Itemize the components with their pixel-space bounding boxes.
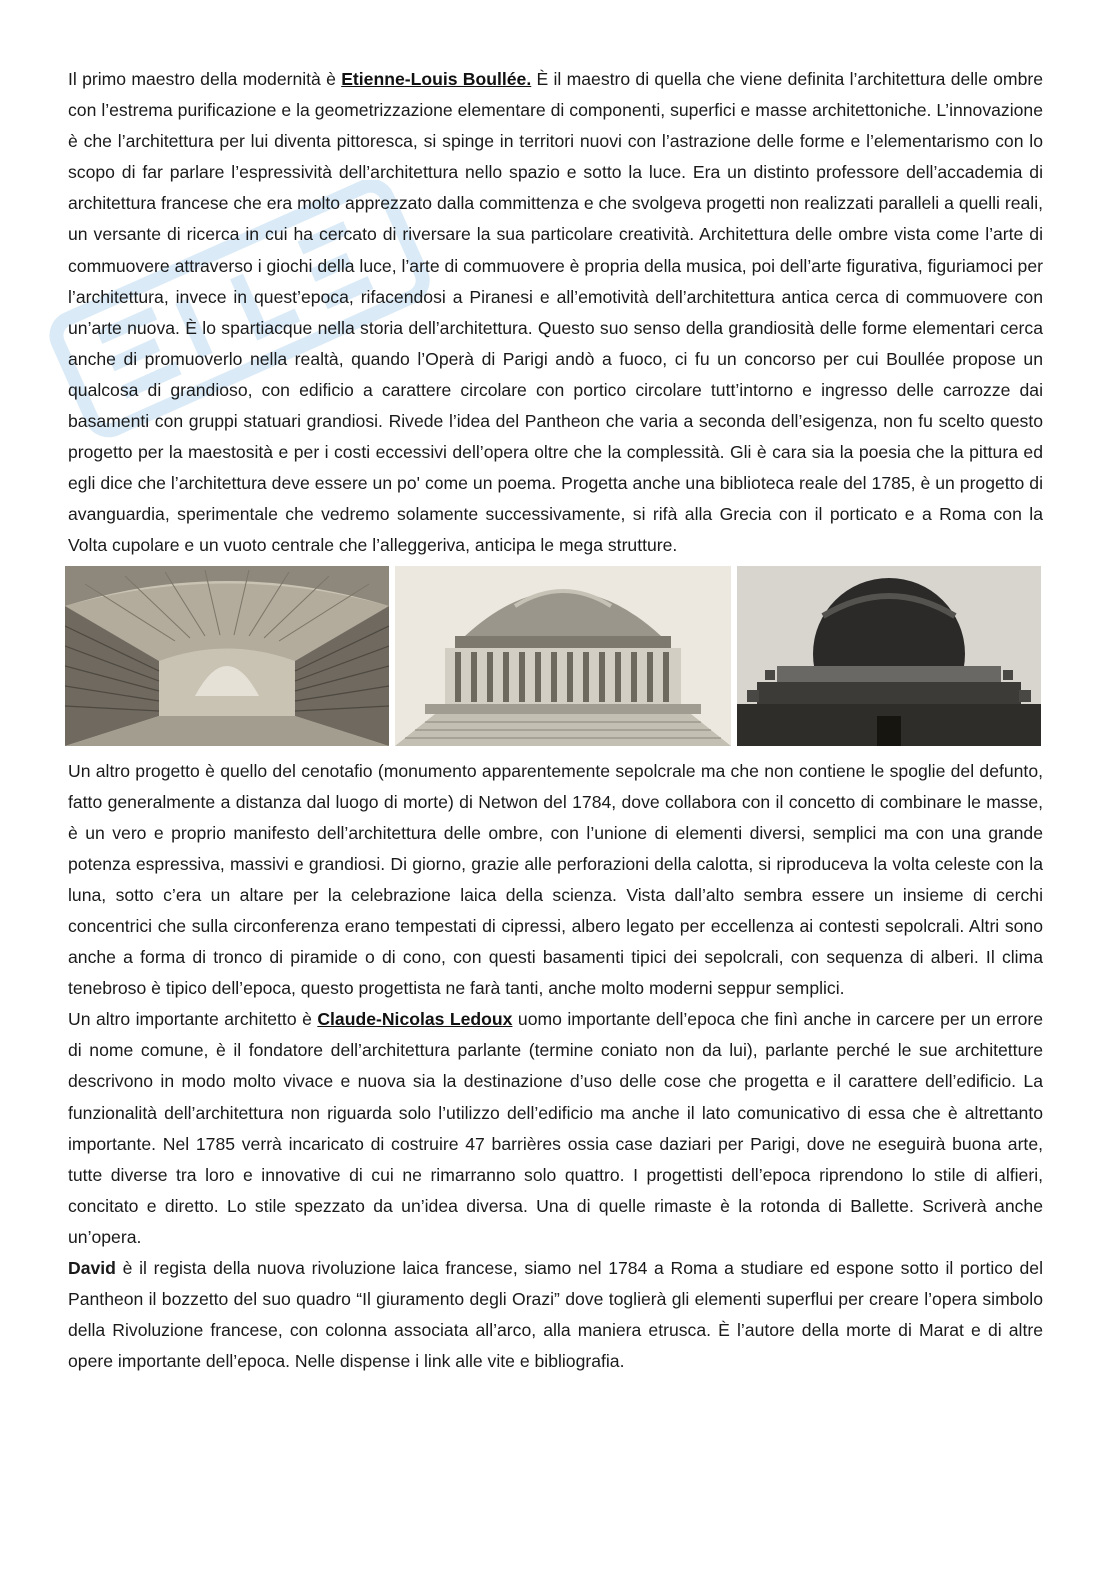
paragraph-ledoux: [68, 1004, 1043, 1253]
domed-opera-image: [395, 566, 731, 746]
library-figure: [65, 566, 389, 746]
ledoux-link[interactable]: Claude-Nicolas Ledoux: [317, 1009, 513, 1030]
document-page: [68, 64, 1043, 1377]
paragraph-david-body: è il regista della nuova rivoluzione laica francese, siamo nel 1784 a Roma a studiare ed espone sotto il portico del Pantheon il bozzetto del suo quadro “Il giuramento degli Orazi” dove toglierà gli elementi superflui per creare l’opera simbolo della Rivoluzione francese, con colonna associata all’arco, alla maniera etrusca. È l’autore della morte di Marat e di altre opere importante dell’epoca. Nelle dispense i link alle vite e bibliografia.: [68, 1258, 1043, 1372]
paragraph-david: [68, 1253, 1043, 1377]
opera-figure: [395, 566, 731, 746]
cenotaph-figure: [737, 566, 1041, 746]
figures-row: [65, 566, 1041, 746]
paragraph-cenotaph: Un altro progetto è quello del cenotafio (monumento apparentemente sepolcrale ma che non contiene le spoglie del defunto, fatto generalmente a distanza dal luogo di morte) di Netwon del 1784, dove collabora con il concetto di combinare le masse, è un vero e proprio manifesto dell’architettura delle ombre, con l’unione di elementi diversi, semplici ma con una grande potenza espressiva, massivi e grandiosi. Di giorno, grazie alle perforazioni della calotta, si riproduceva la volta celeste con la luna, sotto c’era un altare per la celebrazione laica della scienza. Vista dall’alto sembra essere un insieme di cerchi concentrici che sulla circonferenza erano tempestati di cipressi, albero legato per eccellenza ai contesti sepolcrali. Altri sono anche a forma di tronco di piramide o di cono, con questi basamenti tipici dei sepolcrali, con sequenza di alberi. Il clima tenebroso è tipico dell’epoca, questo progettista ne farà tanti, anche molto moderni seppur semplici.: [68, 760, 1043, 999]
paragraph-boullee-body: È il maestro di quella che viene definita l’architettura delle ombre con l’estrema purificazione e la geometrizzazione elementare di componenti, superfici e masse architettoniche. L’innovazione è che l’architettura per lui diventa pittoresca, si spinge in territori nuovi con l’astrazione delle forme e l’elementarismo con lo scopo di far parlare l’espressività dell’architettura nello spazio e sotto la luce. Era un distinto professore dell’accademia di architettura francese che era molto apprezzato dalla committenza e che svolgeva progetti non realizzati paralleli a quelli reali, un versante di ricerca in cui ha cercato di riversare la sua particolare creatività. Architettura delle ombre vista come l’arte di commuovere attraverso i giochi della luce, l’arte di commuovere è propria della musica, poi dell’arte figurativa, figuriamoci per l’architettura, invece in quest’epoca, rifacendosi a Piranesi e all’emotività dell’architettura antica cerca di commuovere con un’arte nuova. È lo spartiacque nella storia dell’architettura. Questo suo senso della grandiosità delle forme elementari cerca anche di promuoverlo nella realtà, quando l’Operà di Parigi andò a fuoco, ci fu un concorso per cui Boullée propose un qualcosa di grandioso, con edificio a carattere circolare con portico circolare tutt’intorno e ingresso delle carrozze dai basamenti con gruppi statuari grandiosi. Rivede l’idea del Pantheon che varia a seconda dell’esigenza, non fu scelto questo progetto per la maestosità e per i costi eccessivi dell’opera oltre che la complessità. Gli è cara sia la poesia che la pittura ed egli dice che l’architettura deve essere un po' come un poema. Progetta anche una biblioteca reale del 1785, è un progetto di avanguardia, sperimentale che vedremo solamente successivamente, si rifà alla Grecia con il porticato e a Roma con la Volta cupolare e un vuoto centrale che l’alleggeriva, anticipa le mega strutture.: [68, 69, 1044, 556]
paragraph-ledoux-body: uomo importante dell’epoca che finì anche in carcere per un errore di nome comune, è il fondatore dell’architettura parlante (termine coniato non da lui), parlante perché le sue architetture descrivono in modo molto vivace e nuova sia la destinazione d’uso delle cose che progetta e il carattere dell’edificio. La funzionalità dell’architettura non riguarda solo l’utilizzo dell’edificio ma anche il lato comunicativo di essa che è altrettanto importante. Nel 1785 verrà incaricato di costruire 47 barrières ossia case daziari per Parigi, dove ne eseguirà buona arte, tutte diverse tra loro e innovative di cui ne rimarranno solo quattro. I progettisti dell’epoca riprendono lo stile di alfieri, concitato e diretto. Lo stile spezzato da un’idea diversa. Una di quelle rimaste è la rotonda di Ballette. Scriverà anche un’opera.: [68, 1009, 1043, 1247]
paragraph-boullee: [68, 64, 1043, 562]
newton-cenotaph-image: [737, 566, 1041, 746]
david-name: David: [68, 1258, 116, 1278]
boullee-link[interactable]: Etienne-Louis Boullée.: [341, 69, 532, 89]
paragraph-boullee-intro: Il primo maestro della modernità è: [68, 69, 342, 89]
paragraph-ledoux-intro: Un altro importante architetto è: [68, 1009, 318, 1030]
library-interior-image: [65, 566, 389, 746]
